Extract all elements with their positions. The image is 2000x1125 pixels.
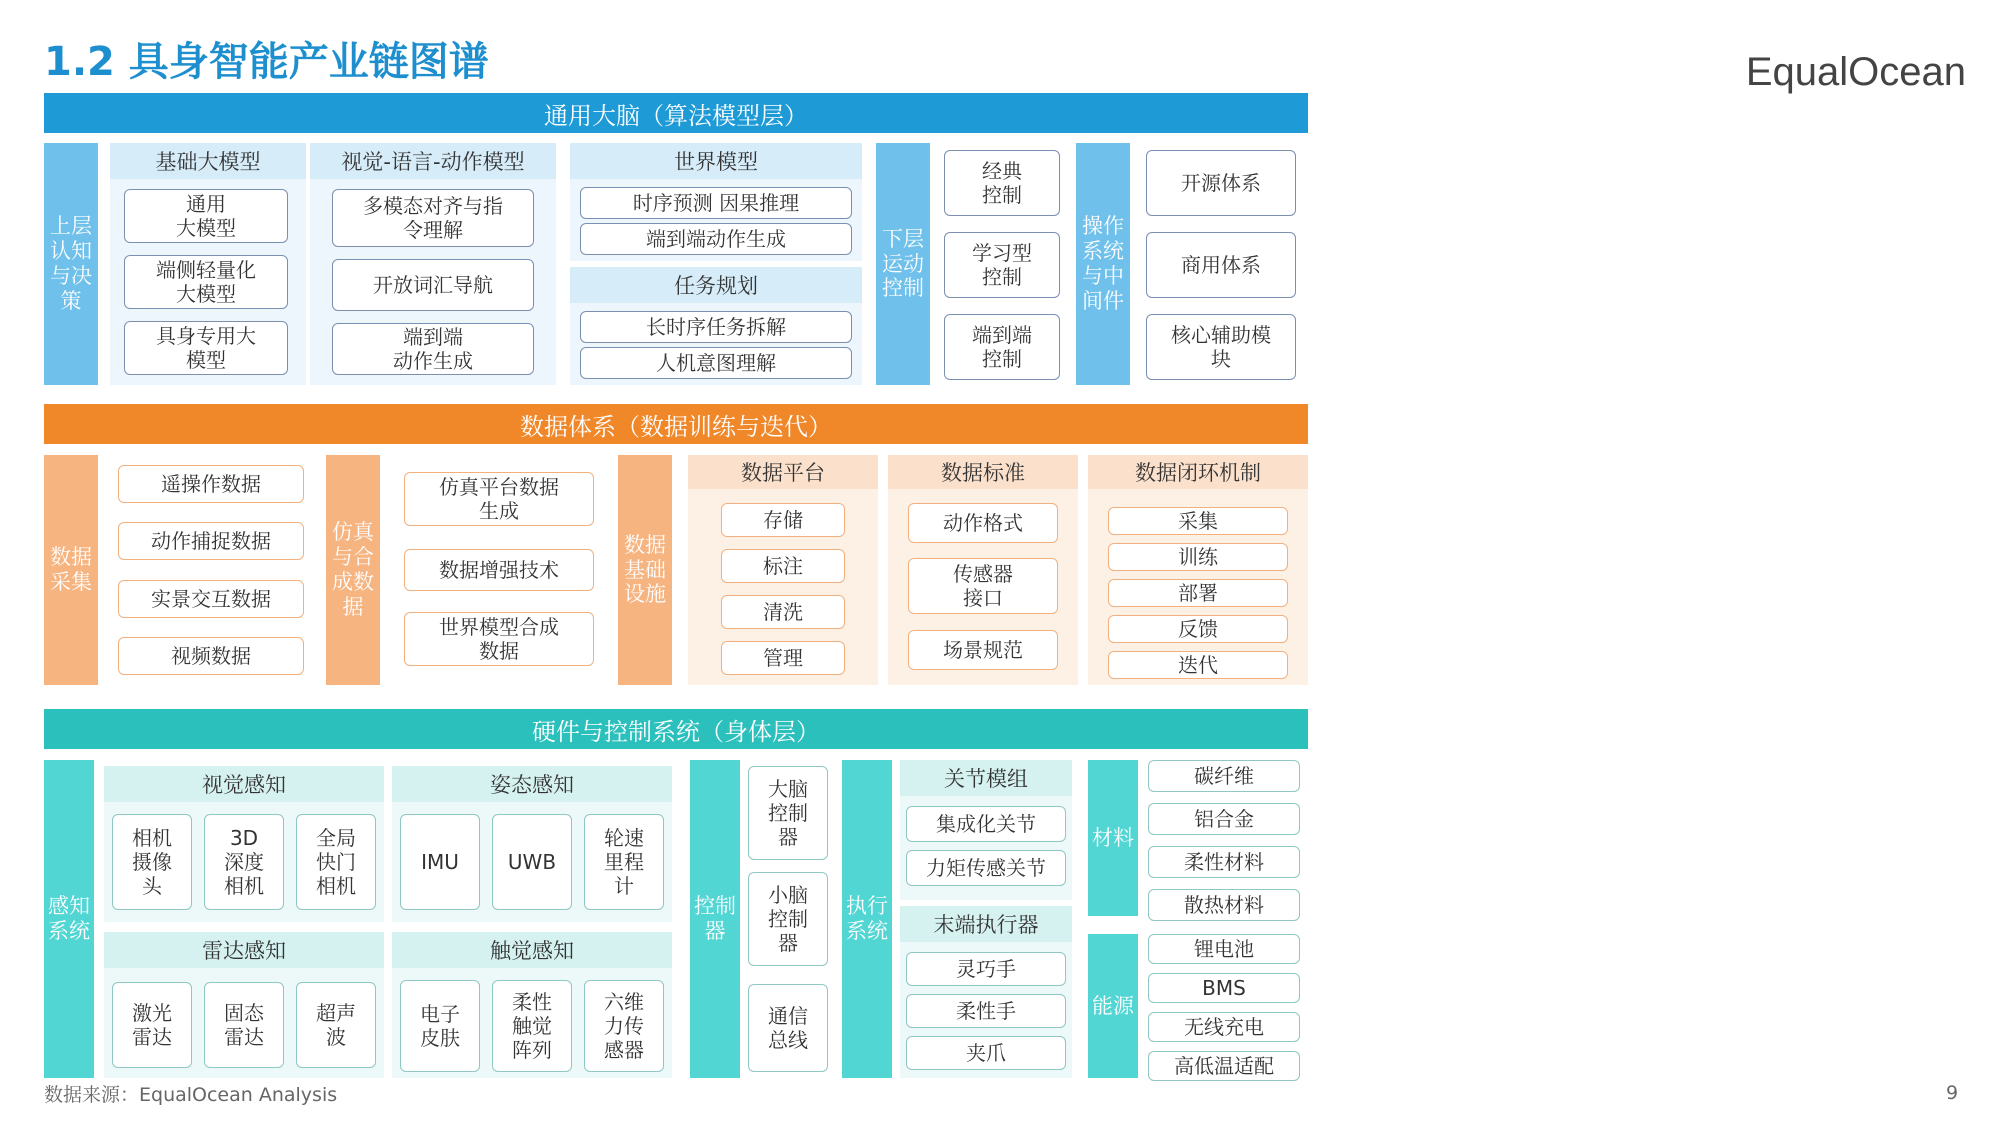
controller-item: 通信 总线 — [748, 984, 828, 1072]
platform-item: 标注 — [721, 549, 845, 583]
actuation-system-label: 执行系统 — [842, 760, 892, 1078]
data-loop-panel — [1088, 455, 1308, 685]
loop-item: 采集 — [1108, 507, 1288, 535]
vision-header: 视觉感知 — [104, 766, 384, 802]
os-item: 开源体系 — [1146, 150, 1296, 216]
world-item: 时序预测 因果推理 — [580, 187, 852, 219]
materials-item: 柔性材料 — [1148, 846, 1300, 878]
vla-item: 开放词汇导航 — [332, 259, 534, 311]
radar-item: 固态 雷达 — [204, 982, 284, 1068]
synthesis-item: 仿真平台数据 生成 — [404, 472, 594, 526]
radar-item: 激光 雷达 — [112, 982, 192, 1068]
platform-item: 清洗 — [721, 595, 845, 629]
data-loop-header: 数据闭环机制 — [1088, 455, 1308, 489]
task-planning-panel — [570, 267, 862, 385]
vision-item: 全局 快门 相机 — [296, 814, 376, 910]
standard-item: 场景规范 — [908, 630, 1058, 670]
simulation-synthesis-label: 仿真与合成数据 — [326, 455, 380, 685]
effector-item: 夹爪 — [906, 1036, 1066, 1070]
energy-item: 锂电池 — [1148, 934, 1300, 964]
materials-item: 碳纤维 — [1148, 760, 1300, 792]
standard-item: 动作格式 — [908, 503, 1058, 543]
vla-model-header: 视觉-语言-动作模型 — [310, 143, 556, 179]
data-standard-header: 数据标准 — [888, 455, 1078, 489]
data-standard-panel — [888, 455, 1078, 685]
vla-model-panel — [310, 143, 556, 385]
task-item: 长时序任务拆解 — [580, 311, 852, 343]
hardware-banner: 硬件与控制系统（身体层） — [44, 709, 1308, 749]
touch-item: 电子 皮肤 — [400, 980, 480, 1072]
pose-header: 姿态感知 — [392, 766, 672, 802]
pose-item: UWB — [492, 814, 572, 910]
perception-system-label: 感知系统 — [44, 760, 94, 1078]
collection-item: 实景交互数据 — [118, 580, 304, 618]
foundation-item: 通用 大模型 — [124, 189, 288, 243]
radar-item: 超声 波 — [296, 982, 376, 1068]
pose-item: 轮速 里程 计 — [584, 814, 664, 910]
energy-label: 能源 — [1088, 934, 1138, 1078]
vision-item: 3D 深度 相机 — [204, 814, 284, 910]
energy-item: 高低温适配 — [1148, 1051, 1300, 1081]
foundation-model-header: 基础大模型 — [110, 143, 306, 179]
touch-item: 柔性 触觉 阵列 — [492, 980, 572, 1072]
upper-cognition-label: 上层认知与决策 — [44, 143, 98, 385]
brain-banner: 通用大脑（算法模型层） — [44, 93, 1308, 133]
standard-item: 传感器 接口 — [908, 558, 1058, 614]
vla-item: 多模态对齐与指 令理解 — [332, 189, 534, 247]
vla-item: 端到端 动作生成 — [332, 323, 534, 375]
os-middleware-label: 操作系统与中间件 — [1076, 143, 1130, 385]
data-infrastructure-label: 数据基础设施 — [618, 455, 672, 685]
loop-item: 部署 — [1108, 579, 1288, 607]
data-platform-header: 数据平台 — [688, 455, 878, 489]
os-item: 商用体系 — [1146, 232, 1296, 298]
collection-item: 遥操作数据 — [118, 465, 304, 503]
controller-item: 小脑 控制 器 — [748, 872, 828, 966]
materials-item: 铝合金 — [1148, 803, 1300, 835]
touch-panel — [392, 932, 672, 1078]
source-note: 数据来源：EqualOcean Analysis — [44, 1084, 338, 1106]
lower-motion-item: 端到端 控制 — [944, 314, 1060, 380]
joint-item: 力矩传感关节 — [906, 850, 1066, 886]
platform-item: 管理 — [721, 641, 845, 675]
page-title: 1.2 具身智能产业链图谱 — [44, 39, 489, 85]
loop-item: 迭代 — [1108, 651, 1288, 679]
controller-label: 控制器 — [690, 760, 740, 1078]
foundation-item: 端侧轻量化 大模型 — [124, 255, 288, 309]
page-number: 9 — [1946, 1082, 1959, 1104]
platform-item: 存储 — [721, 503, 845, 537]
effector-item: 柔性手 — [906, 994, 1066, 1028]
energy-item: BMS — [1148, 973, 1300, 1003]
materials-item: 散热材料 — [1148, 889, 1300, 921]
joint-item: 集成化关节 — [906, 806, 1066, 842]
lower-motion-label: 下层运动控制 — [876, 143, 930, 385]
joint-module-panel — [900, 760, 1072, 900]
foundation-item: 具身专用大 模型 — [124, 321, 288, 375]
os-item: 核心辅助模 块 — [1146, 314, 1296, 380]
synthesis-item: 数据增强技术 — [404, 549, 594, 591]
data-banner: 数据体系（数据训练与迭代） — [44, 404, 1308, 444]
pose-item: IMU — [400, 814, 480, 910]
task-item: 人机意图理解 — [580, 347, 852, 379]
world-model-header: 世界模型 — [570, 143, 862, 179]
loop-item: 反馈 — [1108, 615, 1288, 643]
materials-label: 材料 — [1088, 760, 1138, 916]
data-platform-panel — [688, 455, 878, 685]
radar-panel — [104, 932, 384, 1078]
pose-panel — [392, 766, 672, 922]
touch-item: 六维 力传 感器 — [584, 980, 664, 1072]
radar-header: 雷达感知 — [104, 932, 384, 968]
controller-item: 大脑 控制 器 — [748, 766, 828, 860]
vision-item: 相机 摄像 头 — [112, 814, 192, 910]
effector-item: 灵巧手 — [906, 952, 1066, 986]
vision-panel — [104, 766, 384, 922]
end-effector-header: 末端执行器 — [900, 906, 1072, 942]
lower-motion-item: 经典 控制 — [944, 150, 1060, 216]
energy-item: 无线充电 — [1148, 1012, 1300, 1042]
world-item: 端到端动作生成 — [580, 223, 852, 255]
synthesis-item: 世界模型合成 数据 — [404, 612, 594, 666]
task-planning-header: 任务规划 — [570, 267, 862, 303]
data-collection-label: 数据采集 — [44, 455, 98, 685]
collection-item: 视频数据 — [118, 637, 304, 675]
world-model-panel — [570, 143, 862, 261]
foundation-model-panel — [110, 143, 306, 385]
end-effector-panel — [900, 906, 1072, 1078]
collection-item: 动作捕捉数据 — [118, 522, 304, 560]
lower-motion-item: 学习型 控制 — [944, 232, 1060, 298]
equalocean-logo: EqualOcean — [1745, 50, 1966, 94]
joint-module-header: 关节模组 — [900, 760, 1072, 796]
loop-item: 训练 — [1108, 543, 1288, 571]
touch-header: 触觉感知 — [392, 932, 672, 968]
